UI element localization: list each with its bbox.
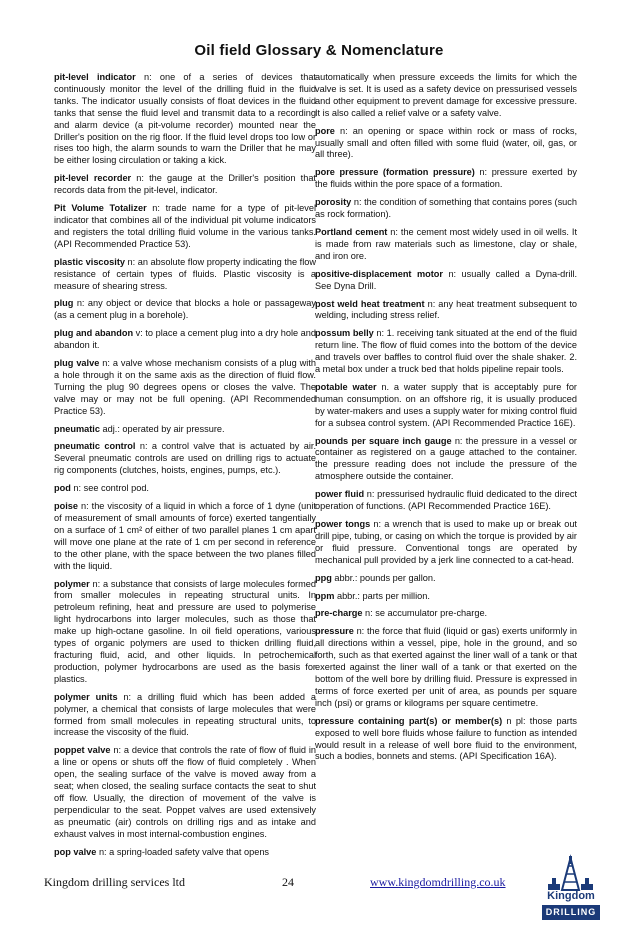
glossary-definition: n: a wrench that is used to make up or break out drill pipe, tubing, or casing on which the torque is provided by air or fluid pressure. Conventional tongs are operated by mechanical pull provided by a jerk line connected to a cat-head.	[315, 519, 577, 565]
glossary-entry	[54, 257, 316, 293]
glossary-entry	[315, 608, 577, 620]
glossary-term: porosity	[315, 197, 352, 208]
glossary-term: plug and abandon	[54, 328, 134, 339]
kingdom-drilling-logo	[538, 854, 604, 926]
glossary-definition: n: any heat treatment subsequent to welding, including stress relief.	[315, 298, 578, 321]
glossary-definition: n: se accumulator pre-charge.	[362, 608, 488, 619]
glossary-entry	[54, 298, 316, 322]
glossary-definition: n: the gauge at the Driller's position that records data from the pit-level, indicator.	[54, 173, 316, 196]
glossary-term: power fluid	[315, 489, 365, 500]
glossary-term: pop valve	[54, 846, 97, 857]
glossary-entry	[315, 72, 577, 120]
glossary-entry	[54, 424, 316, 436]
glossary-term: polymer	[54, 578, 90, 589]
footer-page-number: 24	[282, 875, 294, 889]
footer-website-link[interactable]: www.kingdomdrilling.co.uk	[370, 875, 506, 889]
glossary-definition: n: a control valve that is actuated by air. Several pneumatic controls are used on drilling rigs to actuate rig components (clutches, hoists, engines, pumps, etc.).	[54, 441, 316, 476]
glossary-entry	[315, 126, 577, 162]
glossary-definition: n: a valve whose mechanism consists of a plug with a hole through it on the same axis as the direction of fluid flow. Turning the plug 90 degrees opens or closes the valve. The valve may or may not be full opening. (API Recommended Practice 53).	[54, 358, 316, 416]
glossary-entry	[54, 203, 316, 251]
logo-wordmark: Kingdom	[547, 890, 595, 902]
glossary-definition: n: the pressure in a vessel or container as registered on a gauge attached to the container. the pressure reading does not include the pressure of the atmosphere outside the container.	[315, 435, 577, 482]
glossary-definition: n: the viscosity of a liquid in which a force of 1 dyne (unit of measurement of small amounts of force) exerted tangentially on a surface of 1 cm² of either of two parallel planes 1 cm apart will move one plane at the rate of 1 cm per second in reference to the other plane, with the space between the two planes filled with the liquid.	[54, 501, 316, 571]
glossary-definition: n: the cement most widely used in oil wells. It is made from raw materials such as limestone, clay or shale, and iron ore.	[315, 226, 578, 261]
glossary-term: post weld heat treatment	[315, 298, 425, 309]
glossary-term: pore pressure (formation pressure)	[315, 167, 475, 178]
glossary-term: ppm	[315, 590, 335, 601]
glossary-definition: n: a substance that consists of large molecules formed from smaller molecules in repeating structural units. In petroleum refining, heat and pressure are used to polymerise light hydrocarbons into larger molecules, such as those that make up high-octane gasoline. In oil field operations, various types of organic polymers are used to thicken drilling fluid, fracturing fluid, acid, and other liquids. In petrochemical production, polymer hydrocarbons are used as the basis for plastics.	[54, 578, 316, 684]
glossary-entry	[54, 847, 316, 859]
glossary-term: power tongs	[315, 519, 371, 529]
glossary-entry	[315, 716, 577, 764]
glossary-entry	[315, 167, 577, 191]
glossary-entry	[315, 299, 577, 323]
glossary-entry	[54, 173, 316, 197]
glossary-entry	[315, 489, 577, 513]
glossary-entry	[315, 227, 577, 263]
glossary-definition: n: one of a series of devices that continuously monitor the level of the drilling fluid in the fluid tanks. The indicator usually consists of float devices in the fluid tanks that sense the fluid level and transmit data to a recording and alarm device (a pit-volume recorder) mounted near the Driller's position on the rig floor. If the fluid level drops too low or rises too high, the alarm sounds to warn the Driller that he may be either losing circulation or taking a kick.	[54, 72, 316, 166]
glossary-term: Pit Volume Totalizer	[54, 203, 147, 214]
glossary-entry	[54, 72, 316, 167]
glossary-term: pneumatic control	[54, 441, 136, 452]
glossary-term: poise	[54, 501, 78, 512]
glossary-entry	[315, 573, 577, 585]
glossary-entry	[54, 441, 316, 477]
drilling-rig-icon	[538, 854, 604, 892]
glossary-definition: n: see control pod.	[70, 483, 149, 494]
glossary-entry	[54, 692, 316, 740]
glossary-term: pore	[315, 125, 335, 136]
page-title: Oil field Glossary & Nomenclature	[194, 42, 444, 59]
glossary-definition: n: an absolute flow property indicating the flow resistance of certain types of fluids. Plastic viscosity is a measure of shearing stress.	[54, 256, 316, 291]
glossary-term: possum belly	[315, 328, 374, 339]
glossary-definition: n: pressurised hydraulic fluid dedicated to the direct operation of functions. (API Recommended Practice 16E).	[315, 489, 577, 512]
glossary-definition: n: the condition of something that contains pores (such as rock formation).	[315, 197, 577, 220]
glossary-entry	[315, 269, 577, 293]
glossary-entry	[315, 519, 577, 567]
glossary-entry	[54, 501, 316, 572]
glossary-term: plug	[54, 298, 74, 309]
glossary-term: pressure containing part(s) or member(s)	[315, 715, 503, 726]
glossary-entry	[315, 626, 577, 709]
glossary-definition: n: any object or device that blocks a hole or passageway (as a cement plug in a borehole).	[54, 298, 316, 321]
glossary-entry	[54, 328, 316, 352]
glossary-term: plug valve	[54, 358, 100, 369]
glossary-term: potable water	[315, 381, 377, 392]
glossary-term: pod	[54, 483, 71, 494]
glossary-entry	[315, 382, 577, 430]
glossary-definition: n: an opening or space within rock or mass of rocks, usually small and often filled with some fluid (water, oil, gas, or all three).	[315, 125, 577, 160]
glossary-definition: n: 1. receiving tank situated at the end of the fluid return line. The flow of fluid comes into the bottom of the device and travels over baffles to control fluid over the shale shaker. 2. a metal box under a truck bed that holds pipeline repair tools.	[315, 328, 577, 375]
footer-company: Kingdom drilling services ltd	[44, 875, 185, 889]
glossary-definition: n: pressure exerted by the fluids within the pore space of a formation.	[315, 167, 577, 190]
glossary-entry	[315, 197, 577, 221]
glossary-term: pit-level recorder	[54, 173, 132, 184]
glossary-term: pounds per square inch gauge	[315, 435, 452, 446]
glossary-entry	[54, 579, 316, 686]
glossary-entry	[315, 591, 577, 603]
glossary-entry	[54, 745, 316, 840]
glossary-definition: v: to place a cement plug into a dry hole and abandon it.	[54, 328, 316, 351]
glossary-term: Portland cement	[315, 226, 388, 237]
glossary-term: pressure	[315, 626, 354, 637]
left-column	[54, 72, 316, 864]
glossary-definition: abbr.: pounds per gallon.	[331, 572, 436, 583]
glossary-definition: adj.: operated by air pressure.	[99, 423, 225, 434]
logo-banner: DRILLING	[542, 905, 600, 920]
glossary-entry	[54, 358, 316, 418]
glossary-term: plastic viscosity	[54, 256, 125, 267]
glossary-definition: n: usually called a Dyna-drill. See Dyna Drill.	[315, 268, 577, 291]
glossary-definition: abbr.: parts per million.	[334, 590, 430, 601]
right-column	[315, 72, 577, 769]
glossary-term: ppg	[315, 572, 332, 583]
glossary-definition: n. a water supply that is acceptably pure for human consumption. on an offshore rig, it is usually produced by water-makers and uses a supply water for mixing control fluid for a subsea control system. (API Recommended Practice 16E).	[315, 381, 577, 428]
glossary-definition: n: trade name for a type of pit-level indicator that combines all of the individual pit volume indicators and registers the total drilling fluid volume in the various tanks. (API Recommended Practice 53).	[54, 203, 316, 249]
glossary-term: pit-level indicator	[54, 72, 136, 82]
glossary-definition: n: a spring-loaded safety valve that opens	[96, 846, 270, 857]
glossary-definition: n: a drilling fluid which has been added a polymer, a chemical that consists of large molecules that were formed from small molecules in repeating structural units, to increase the viscosity of the fluid.	[54, 691, 316, 738]
glossary-definition: n pl: those parts exposed to well bore fluids whose failure to function as intended would result in a release of well bore fluid to the environment, such a bodies, bonnets and stems. (API Specification 16A).	[315, 715, 577, 762]
glossary-term: poppet valve	[54, 745, 111, 756]
glossary-term: pre-charge	[315, 608, 363, 619]
glossary-definition: n: a device that controls the rate of flow of fluid in a line or opens or shuts off the flow of fluid completely . When open, the sealing surface of the valve is moved away from a seat; when closed, the sealing surface contacts the seat to shut off flow. Usually, the direction of movement of the valve is perpendicular to the seat. Poppet valves are used extensively as pneumatic (air) controls on drilling rigs and as intake and exhaust valves in most internal-combustion engines.	[54, 745, 316, 839]
glossary-entry	[315, 328, 577, 376]
glossary-entry	[315, 436, 577, 484]
glossary-definition: automatically when pressure exceeds the limits for which the valve is set. It is used as a safety device on pressurised vessels and other equipment to prevent damage for excessive pressure. It is also called a relief valve or a safety valve.	[315, 72, 577, 118]
glossary-term: pneumatic	[54, 423, 100, 434]
glossary-definition: n: the force that fluid (liquid or gas) exerts uniformly in all directions within a vessel, pipe, hole in the ground, and so forth, such as that exerted against the liner wall of a tank or that exerted against the liner wall of a tank or that exerted on the bottom of the well bore by drilling fluid. Pressure is expressed in terms of force exerted per unit of area, as pounds per square inch (psi) or grams or kilograms per square centimetre.	[315, 626, 577, 708]
glossary-term: polymer units	[54, 691, 118, 702]
glossary-term: positive-displacement motor	[315, 268, 443, 279]
glossary-entry	[54, 483, 316, 495]
